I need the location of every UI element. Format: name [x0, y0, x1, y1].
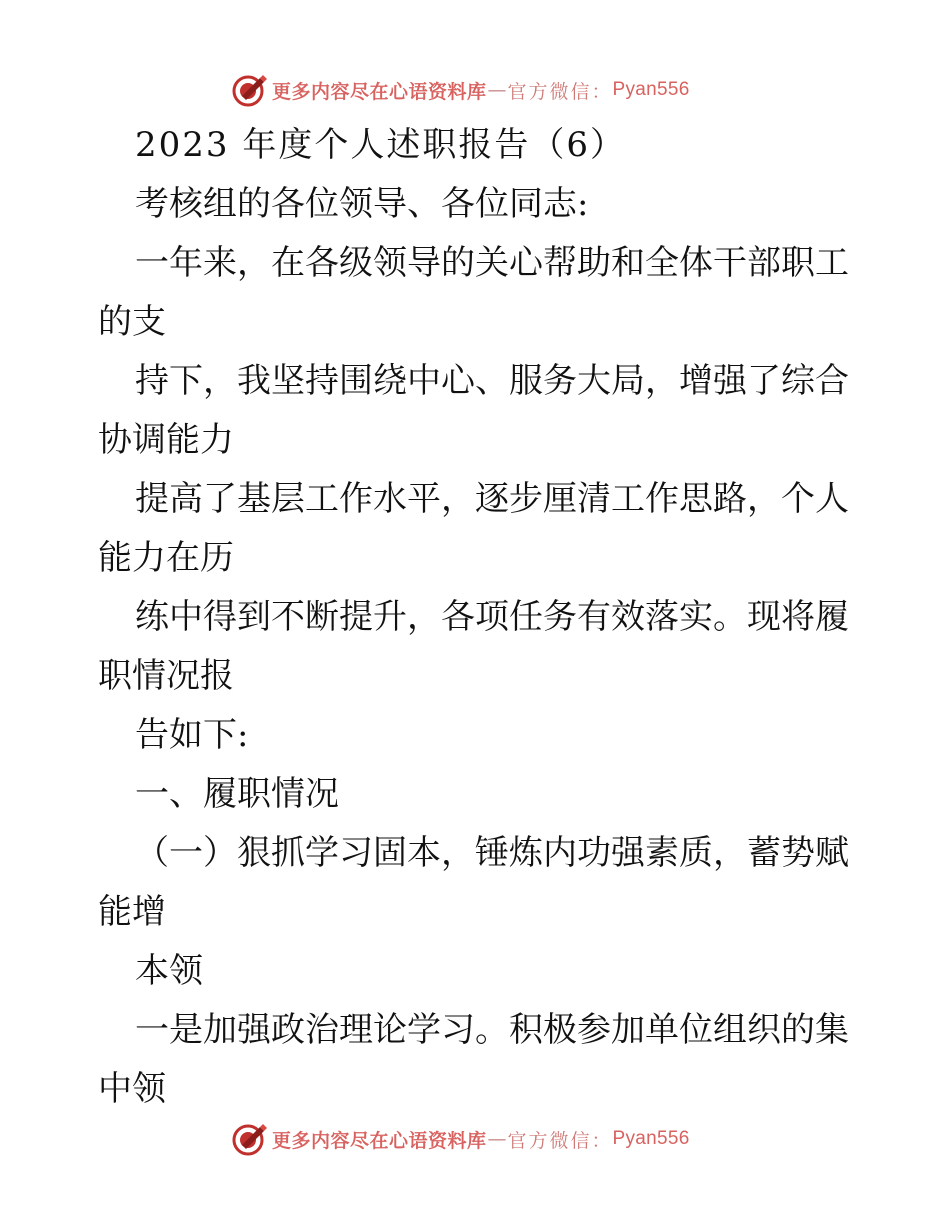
- pen-logo-icon: [230, 1119, 270, 1159]
- separator-dash: —: [487, 79, 507, 101]
- text-line: 的支: [98, 302, 166, 342]
- wechat-label: 官方微信：: [507, 1129, 613, 1152]
- site-name-text: 更多内容尽在心语资料库: [272, 80, 487, 103]
- text-line: 能力在历: [98, 538, 234, 578]
- text-line: 一年来，在各级领导的关心帮助和全体干部职工: [135, 243, 849, 283]
- text-line: 练中得到不断提升，各项任务有效落实。现将履: [135, 597, 849, 637]
- salutation: 考核组的各位领导、各位同志:: [135, 184, 589, 224]
- text-line: 职情况报: [98, 656, 234, 696]
- wechat-id: Pyan556: [612, 1128, 690, 1149]
- report-title: 2023 年度个人述职报告（6）: [135, 125, 626, 165]
- wechat-id: Pyan556: [612, 79, 690, 100]
- separator-dash: —: [487, 1128, 507, 1150]
- site-name-text: 更多内容尽在心语资料库: [272, 1129, 487, 1152]
- text-line: 持下，我坚持围绕中心、服务大局，增强了综合: [135, 361, 849, 401]
- header-watermark: [230, 70, 750, 110]
- subsection-heading: （一）狠抓学习固本，锤炼内功强素质，蓄势赋: [135, 833, 849, 873]
- text-line: 告如下:: [135, 715, 249, 755]
- text-line: 一是加强政治理论学习。积极参加单位组织的集: [135, 1010, 849, 1050]
- pen-logo-icon: [230, 70, 270, 110]
- text-line: 中领: [98, 1069, 166, 1109]
- section-heading: 一、履职情况: [135, 774, 339, 814]
- wechat-label: 官方微信：: [507, 80, 613, 103]
- text-line: 本领: [135, 951, 203, 991]
- report-body: [98, 116, 858, 1119]
- text-line: 协调能力: [98, 420, 234, 460]
- footer-watermark: [230, 1119, 750, 1159]
- text-line: 提高了基层工作水平，逐步厘清工作思路，个人: [135, 479, 849, 519]
- text-line: 能增: [98, 892, 166, 932]
